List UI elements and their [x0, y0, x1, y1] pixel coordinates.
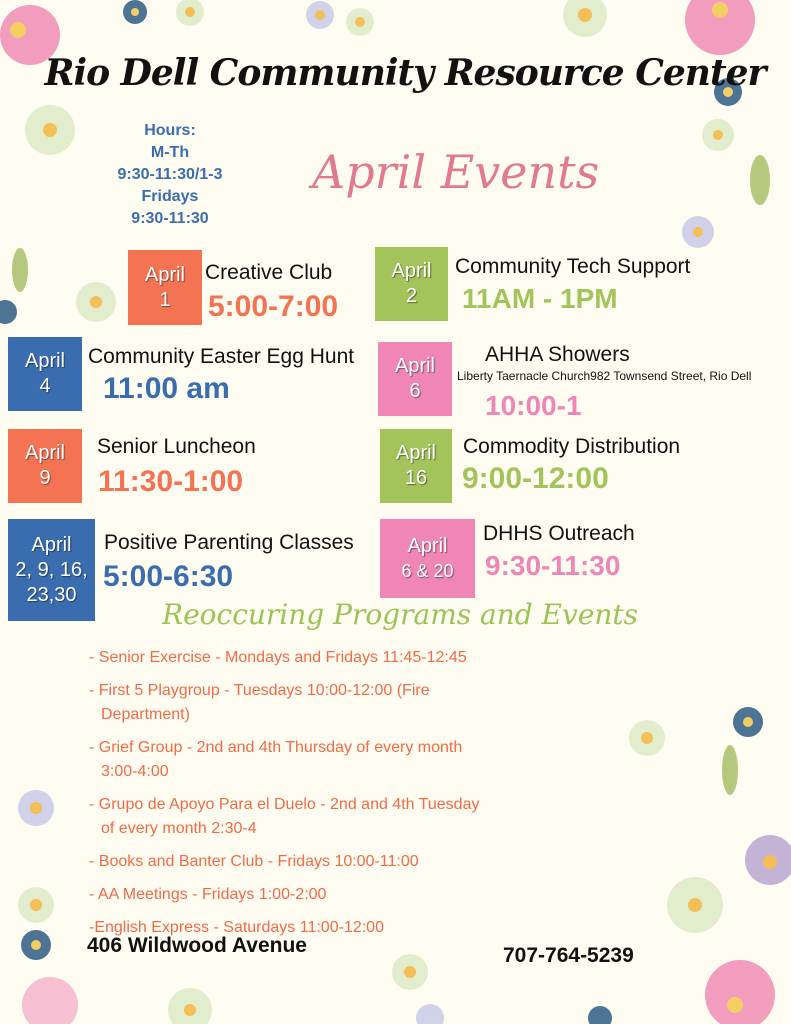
- event-time: 5:00-6:30: [103, 560, 234, 593]
- date-day: 2: [405, 285, 418, 307]
- date-month: April: [391, 260, 432, 282]
- list-item: [89, 793, 549, 841]
- list-item-text: - Senior Exercise - Mondays and Fridays 11:45-12:45: [89, 649, 467, 666]
- date-month: April: [144, 263, 185, 286]
- list-item: [89, 679, 549, 727]
- date-day: 1: [159, 288, 171, 311]
- recurring-list: [89, 646, 549, 949]
- event-time: 11AM - 1PM: [462, 283, 618, 314]
- list-item-text: - Grupo de Apoyo Para el Duelo - 2nd and 4th Tuesday: [89, 796, 480, 813]
- event-time: 10:00-1: [485, 390, 582, 421]
- date-badge: [128, 250, 202, 325]
- date-day: 2, 9, 16,: [15, 558, 88, 581]
- list-item-text: - Grief Group - 2nd and 4th Thursday of every month: [89, 739, 463, 756]
- hours-line: 9:30-11:30/1-3: [117, 166, 223, 183]
- event-name: Creative Club: [205, 261, 333, 284]
- recurring-heading: Reoccuring Programs and Events: [162, 598, 639, 631]
- date-month: April: [394, 355, 435, 377]
- date-day: 4: [39, 375, 51, 397]
- event-name: DHHS Outreach: [483, 522, 635, 545]
- list-item-text: Department): [101, 706, 190, 723]
- event-time: 11:00 am: [103, 372, 230, 405]
- event-time: 9:00-12:00: [462, 462, 609, 495]
- date-badge: [380, 429, 452, 503]
- event-name: AHHA Showers: [485, 343, 630, 366]
- date-badge: [8, 519, 95, 621]
- event-name: Community Tech Support: [455, 255, 691, 278]
- hours-info: [95, 120, 245, 230]
- list-item: [89, 850, 549, 874]
- event-location: Liberty Taernacle Church982 Townsend Street, Rio Dell: [457, 369, 752, 383]
- date-day: 16: [404, 467, 428, 489]
- address: 406 Wildwood Avenue: [87, 934, 307, 957]
- date-month: April: [395, 442, 436, 464]
- list-item-text: -English Express - Saturdays 11:00-12:00: [89, 919, 384, 936]
- date-day: 6: [409, 380, 421, 402]
- hours-line: M-Th: [150, 144, 190, 161]
- date-day: 9: [39, 467, 51, 489]
- page-title: Rio Dell Community Resource Center: [44, 52, 766, 94]
- event-time: 5:00-7:00: [208, 290, 339, 323]
- date-month: April: [24, 442, 65, 464]
- list-item-text: - Books and Banter Club - Fridays 10:00-11:00: [89, 853, 419, 870]
- phone-number: 707-764-5239: [503, 944, 634, 967]
- event-name: Community Easter Egg Hunt: [88, 345, 355, 368]
- list-item: [89, 736, 549, 784]
- list-item-text: - AA Meetings - Fridays 1:00-2:00: [89, 886, 327, 903]
- event-name: Senior Luncheon: [97, 435, 256, 458]
- date-day: 23,30: [26, 583, 77, 606]
- list-item-text: of every month 2:30-4: [101, 820, 257, 837]
- date-badge: [375, 247, 448, 321]
- events-heading: April Events: [312, 145, 600, 199]
- event-time: 11:30-1:00: [98, 465, 244, 498]
- event-time: 9:30-11:30: [485, 550, 621, 581]
- hours-line: 9:30-11:30: [131, 210, 209, 227]
- list-item: [89, 883, 549, 907]
- event-name: Commodity Distribution: [463, 435, 681, 458]
- date-month: April: [24, 350, 65, 372]
- date-badge: [8, 337, 82, 411]
- list-item-text: - First 5 Playgroup - Tuesdays 10:00-12:00 (Fire: [89, 682, 430, 699]
- event-name: Positive Parenting Classes: [104, 531, 354, 554]
- hours-label: Hours:: [144, 122, 196, 139]
- date-day: 6 & 20: [401, 560, 454, 581]
- date-badge: [380, 519, 475, 598]
- date-badge: [8, 429, 82, 503]
- list-item-text: 3:00-4:00: [101, 763, 169, 780]
- hours-line: Fridays: [141, 188, 199, 205]
- date-badge: [378, 342, 452, 416]
- list-item: [89, 646, 549, 670]
- date-month: April: [407, 534, 448, 557]
- date-month: April: [31, 533, 72, 556]
